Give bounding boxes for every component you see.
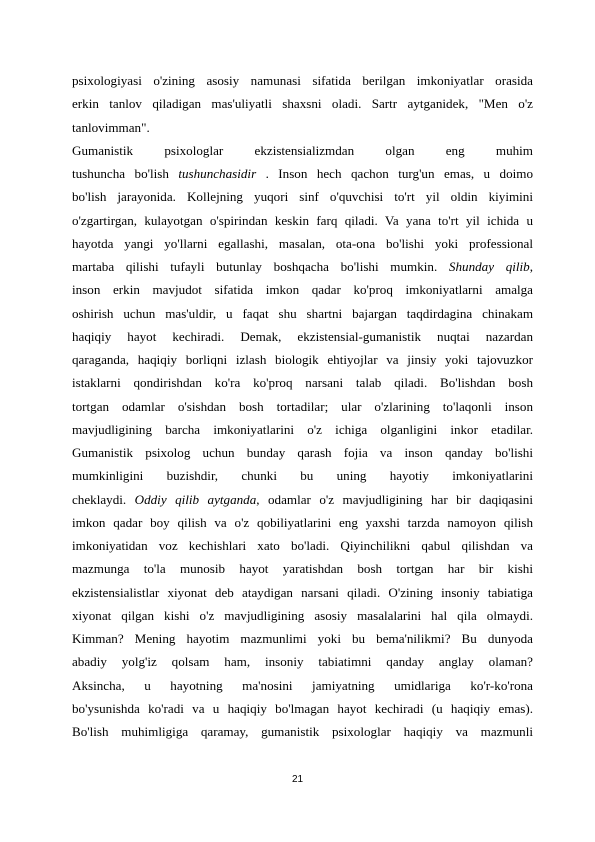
text-line: imkon qadar boy qilish va o'z qobiliyatlarini eng yaxshi tarzda namoyon qilish — [72, 514, 533, 530]
text-line: tortgan odamlar o'sishdan bosh tortadilar; ular o'zlarining to'laqonli inson — [72, 398, 533, 414]
text-line: mazmunga to'la munosib hayot yaratishdan bosh tortgan har bir kishi — [72, 561, 533, 577]
text-line: ekzistensialistlar xiyonat deb ataydigan narsani qiladi. O'zining insoniy tabiatiga — [72, 584, 533, 600]
text-line: psixologiyasi o'zining asosiy namunasi sifatida berilgan imkoniyatlar orasida — [72, 73, 533, 88]
line-text: martaba qilishi tufayli butunlay boshqacha bo'lishi mumkin. — [72, 259, 449, 274]
page-number: 21 — [291, 774, 304, 785]
text-line: oshirish uchun mas'uldir, u faqat shu shartni bajargan taqdirdagina chinakam — [72, 305, 533, 321]
text-line: bo'ysunishda ko'radi va u haqiqiy bo'lmagan hayot kechiradi (u haqiqiy emas). — [72, 700, 533, 716]
line-text: tushuncha bo'lish — [72, 166, 179, 181]
text-line: mavjudligining barcha imkoniyatlarini o'z ichiga olganligini inkor etadilar. — [72, 421, 533, 437]
text-line: qaraganda, haqiqiy borliqni izlash biologik ehtiyojlar va jinsiy yoki tajovuzkor — [72, 352, 533, 367]
document-body — [72, 69, 533, 743]
text-line: erkin tanlov qiladigan mas'uliyatli shaxsni oladi. Sartr aytganidek, "Men o'z — [72, 96, 533, 112]
italic-emphasis: tushunchasidir — [178, 166, 257, 181]
text-line: haqiqiy hayot kechiradi. Demak, ekzistensial-gumanistik nuqtai nazardan — [72, 328, 533, 344]
text-line — [72, 162, 533, 185]
text-line: Kimman? Mening hayotim mazmunlimi yoki bu bema'nilikmi? Bu dunyoda — [72, 631, 533, 646]
line-text: . Inson hech qachon turg'un emas, u doimo — [256, 166, 533, 181]
line-text: cheklaydi. — [72, 491, 135, 507]
italic-emphasis: Shunday qilib — [448, 259, 530, 274]
text-line — [72, 255, 533, 278]
text-line: inson erkin mavjudot sifatida imkon qadar ko'proq imkoniyatlarni amalga — [72, 282, 533, 298]
text-line: bo'lish jarayonida. Kollejning yuqori sinf o'quvchisi to'rt yil oldin kiyimini — [72, 189, 533, 205]
text-line: hayotda yangi yo'llarni egallashi, masalan, ota-ona bo'lishi yoki professional — [72, 235, 533, 251]
text-line: istaklarni qondirishdan ko'ra ko'proq narsani talab qiladi. Bo'lishdan bosh — [72, 375, 533, 391]
text-line: mumkinligini buzishdir, chunki bu uning hayotiy imkoniyatlarini — [72, 468, 533, 484]
text-line: xiyonat qilgan kishi o'z mavjudligining asosiy masalalarini hal qila olmaydi. — [72, 607, 533, 623]
text-line: o'zgartirgan, kulayotgan o'spirindan keskin farq qiladi. Va yana to'rt yil ichida u — [72, 212, 533, 228]
text-line: Gumanistik psixolog uchun bunday qarash fojia va inson qanday bo'lishi — [72, 445, 533, 460]
text-line: Gumanistik psixologlar ekzistensializmdan olgan eng muhim — [72, 142, 533, 158]
text-line: Bo'lish muhimligiga qaramay, gumanistik psixologlar haqiqiy va mazmunli — [72, 724, 533, 739]
text-line: abadiy yolg'iz qolsam ham, insoniy tabiatimni qanday anglay olaman? — [72, 654, 533, 670]
line-text: , — [529, 259, 533, 274]
text-line — [72, 488, 533, 511]
italic-emphasis: Oddiy qilib aytganda — [134, 491, 257, 507]
text-line: tanlovimman". — [72, 119, 150, 135]
text-line: Aksincha, u hayotning ma'nosini jamiyatning umidlariga ko'r-ko'rona — [72, 677, 533, 693]
line-text: , odamlar o'z mavjudligining har bir daqiqasini — [256, 491, 533, 507]
text-line: imkoniyatidan voz kechishlari xato bo'ladi. Qiyinchilikni qabul qilishdan va — [72, 538, 533, 553]
